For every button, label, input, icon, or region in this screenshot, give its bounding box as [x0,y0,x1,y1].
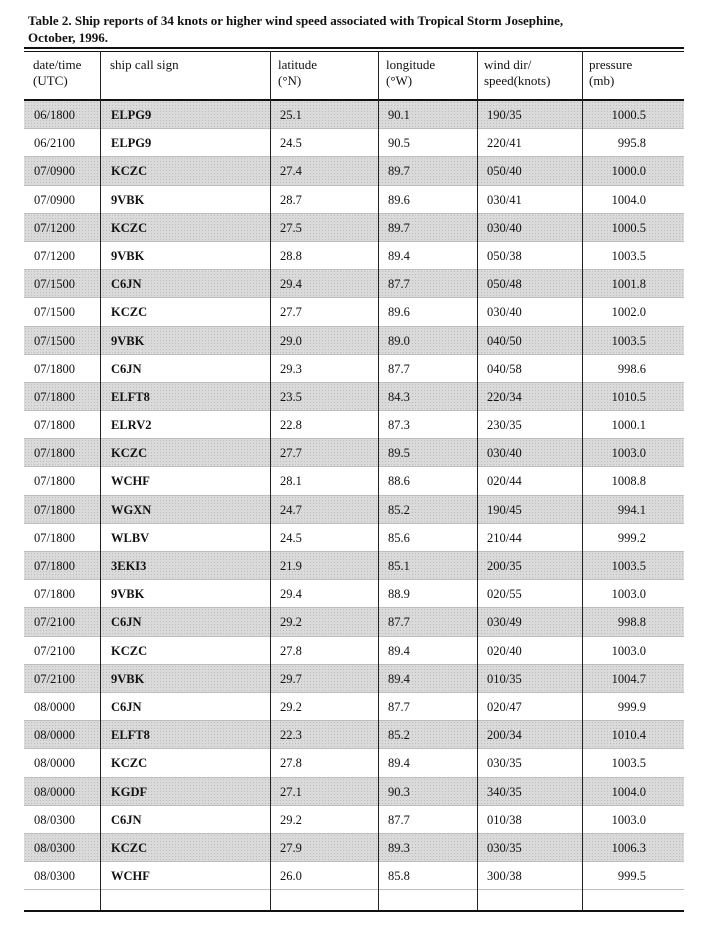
cell-ship-call-sign: ELPG9 [111,136,152,151]
cell-pressure: 1003.5 [611,333,646,348]
table-row [24,157,684,185]
cell-longitude: 89.5 [388,446,410,461]
cell-latitude: 27.8 [280,643,302,658]
cell-latitude: 27.4 [280,164,302,179]
cell-latitude: 25.1 [280,108,302,122]
cell-wind: 030/49 [487,615,522,630]
cell-date-time: 07/1500 [34,277,75,292]
cell-ship-call-sign: 9VBK [111,192,145,207]
cell-pressure: 1008.8 [611,474,646,489]
table-row [24,552,684,580]
cell-wind: 190/45 [487,502,522,517]
cell-wind: 190/35 [487,108,522,122]
table-row [24,355,684,383]
cell-longitude: 89.6 [388,192,410,207]
cell-wind: 030/40 [487,446,522,461]
cell-latitude: 27.8 [280,756,302,771]
cell-longitude: 89.7 [388,220,410,235]
cell-pressure: 998.8 [617,615,646,630]
cell-ship-call-sign: WLBV [111,530,150,545]
cell-longitude: 85.6 [388,530,410,545]
cell-date-time: 08/0000 [34,728,75,743]
cell-ship-call-sign: KCZC [111,643,148,658]
cell-latitude: 28.7 [280,192,302,207]
cell-latitude: 24.7 [280,502,302,517]
cell-pressure: 998.6 [617,361,646,376]
cell-longitude: 87.7 [388,812,410,827]
cell-longitude: 87.3 [388,418,410,433]
table-row [24,693,684,721]
cell-pressure: 1001.8 [611,277,646,292]
cell-longitude: 84.3 [388,389,410,404]
cell-longitude: 89.7 [388,164,410,179]
column-divider [100,51,101,910]
table-row [24,806,684,834]
table-body [24,101,684,890]
cell-wind: 010/35 [487,671,522,686]
cell-date-time: 07/1800 [34,361,75,376]
cell-latitude: 28.8 [280,248,302,263]
cell-date-time: 07/2100 [34,643,75,658]
cell-ship-call-sign: C6JN [111,699,142,714]
cell-wind: 200/35 [487,559,522,573]
cell-wind: 030/35 [487,756,522,771]
cell-date-time: 08/0300 [34,812,75,827]
cell-latitude: 27.1 [280,784,302,799]
table-row [24,242,684,270]
table-row [24,101,684,129]
cell-ship-call-sign: KCZC [111,446,148,461]
table-row [24,749,684,777]
cell-wind: 020/44 [487,474,522,489]
cell-pressure: 1002.0 [611,305,646,320]
cell-wind: 050/38 [487,248,522,263]
cell-pressure: 999.5 [617,869,646,884]
cell-date-time: 07/2100 [34,615,75,630]
header-ship-call-sign: ship call sign [110,57,179,72]
cell-ship-call-sign: KCZC [111,840,148,855]
cell-latitude: 29.2 [280,615,302,630]
cell-wind: 050/40 [487,164,522,179]
cell-ship-call-sign: C6JN [111,361,142,376]
cell-ship-call-sign: C6JN [111,812,142,827]
table-row [24,778,684,806]
cell-pressure: 1003.0 [611,446,646,461]
cell-longitude: 89.4 [388,643,410,658]
cell-latitude: 28.1 [280,474,302,489]
cell-wind: 040/58 [487,361,522,376]
cell-ship-call-sign: ELFT8 [111,389,150,404]
table-row [24,862,684,890]
cell-date-time: 08/0000 [34,756,75,771]
header-longitude: longitude (°W) [386,57,436,88]
cell-ship-call-sign: 3EKI3 [111,559,147,573]
cell-ship-call-sign: KCZC [111,164,148,179]
table-row [24,270,684,298]
cell-ship-call-sign: 9VBK [111,248,145,263]
cell-date-time: 07/1500 [34,305,75,320]
top-rule-thin [24,51,684,52]
table-row [24,834,684,862]
cell-wind: 020/47 [487,699,522,714]
cell-longitude: 87.7 [388,699,410,714]
cell-ship-call-sign: KGDF [111,784,148,799]
cell-pressure: 1003.5 [611,756,646,771]
cell-date-time: 06/1800 [34,108,75,122]
cell-pressure: 1000.1 [611,418,646,433]
cell-wind: 030/40 [487,220,522,235]
bottom-rule [24,910,684,912]
cell-longitude: 87.7 [388,615,410,630]
cell-date-time: 07/1800 [34,389,75,404]
cell-latitude: 27.7 [280,446,302,461]
cell-latitude: 29.4 [280,587,302,602]
table-caption: Table 2. Ship reports of 34 knots or higher wind speed associated with Tropical Storm Josephine, October, 1996. [28,13,564,45]
cell-pressure: 1000.0 [611,164,646,179]
cell-wind: 040/50 [487,333,522,348]
table-row [24,186,684,214]
cell-pressure: 1003.0 [611,587,646,602]
cell-date-time: 07/0900 [34,192,75,207]
cell-latitude: 22.3 [280,728,302,743]
cell-longitude: 89.4 [388,756,410,771]
cell-latitude: 29.0 [280,333,302,348]
cell-latitude: 29.4 [280,277,302,292]
cell-longitude: 88.9 [388,587,410,602]
cell-wind: 220/41 [487,136,522,151]
cell-wind: 220/34 [487,389,522,404]
cell-pressure: 1003.5 [611,559,646,573]
cell-ship-call-sign: WCHF [111,869,150,884]
table-row [24,608,684,636]
table-row [24,467,684,495]
cell-ship-call-sign: KCZC [111,756,148,771]
header-date-time: date/time (UTC) [33,57,82,88]
cell-pressure: 1004.7 [611,671,646,686]
cell-longitude: 87.7 [388,361,410,376]
cell-date-time: 06/2100 [34,136,75,151]
top-rule [24,47,684,49]
cell-date-time: 07/1800 [34,559,75,573]
cell-latitude: 27.5 [280,220,302,235]
cell-wind: 030/40 [487,305,522,320]
cell-wind: 020/40 [487,643,522,658]
cell-ship-call-sign: WCHF [111,474,150,489]
column-divider [477,51,478,910]
cell-pressure: 1000.5 [611,220,646,235]
table-row [24,524,684,552]
cell-ship-call-sign: KCZC [111,305,148,320]
cell-latitude: 29.2 [280,699,302,714]
cell-latitude: 29.7 [280,671,302,686]
cell-pressure: 1003.0 [611,643,646,658]
cell-wind: 200/34 [487,728,522,743]
cell-wind: 210/44 [487,530,522,545]
cell-pressure: 1003.0 [611,812,646,827]
cell-date-time: 07/1200 [34,248,75,263]
cell-date-time: 07/2100 [34,671,75,686]
cell-latitude: 27.7 [280,305,302,320]
cell-date-time: 08/0000 [34,784,75,799]
cell-date-time: 07/1800 [34,418,75,433]
table-row [24,129,684,157]
table-row [24,580,684,608]
cell-ship-call-sign: C6JN [111,277,142,292]
cell-longitude: 90.5 [388,136,410,151]
cell-date-time: 08/0300 [34,840,75,855]
table-row [24,298,684,326]
table-row [24,721,684,749]
cell-date-time: 07/1500 [34,333,75,348]
cell-longitude: 89.6 [388,305,410,320]
cell-pressure: 1003.5 [611,248,646,263]
cell-date-time: 08/0300 [34,869,75,884]
cell-latitude: 26.0 [280,869,302,884]
cell-latitude: 24.5 [280,530,302,545]
cell-latitude: 21.9 [280,559,302,573]
cell-date-time: 07/0900 [34,164,75,179]
cell-pressure: 1000.5 [611,108,646,122]
cell-longitude: 87.7 [388,277,410,292]
cell-wind: 340/35 [487,784,522,799]
cell-longitude: 90.1 [388,108,410,122]
cell-longitude: 88.6 [388,474,410,489]
cell-latitude: 27.9 [280,840,302,855]
header-latitude: latitude (°N) [278,57,317,88]
cell-pressure: 994.1 [617,502,646,517]
cell-date-time: 08/0000 [34,699,75,714]
cell-longitude: 89.4 [388,248,410,263]
cell-latitude: 23.5 [280,389,302,404]
cell-wind: 030/41 [487,192,522,207]
cell-latitude: 29.2 [280,812,302,827]
table-row [24,665,684,693]
cell-date-time: 07/1800 [34,474,75,489]
cell-ship-call-sign: 9VBK [111,587,145,602]
cell-wind: 300/38 [487,869,522,884]
cell-date-time: 07/1800 [34,446,75,461]
table-row [24,439,684,467]
cell-date-time: 07/1800 [34,502,75,517]
cell-wind: 020/55 [487,587,522,602]
cell-wind: 230/35 [487,418,522,433]
cell-ship-call-sign: KCZC [111,220,148,235]
cell-date-time: 07/1800 [34,530,75,545]
cell-ship-call-sign: ELRV2 [111,418,152,433]
cell-wind: 030/35 [487,840,522,855]
cell-pressure: 999.9 [617,699,646,714]
table-row [24,637,684,665]
cell-pressure: 1004.0 [611,784,646,799]
cell-latitude: 22.8 [280,418,302,433]
column-divider [378,51,379,910]
table-row [24,411,684,439]
cell-ship-call-sign: 9VBK [111,671,145,686]
cell-longitude: 89.3 [388,840,410,855]
header-pressure: pressure (mb) [589,57,633,88]
cell-pressure: 1010.4 [611,728,646,743]
cell-ship-call-sign: ELFT8 [111,728,150,743]
cell-pressure: 1010.5 [611,389,646,404]
cell-ship-call-sign: 9VBK [111,333,145,348]
cell-pressure: 999.2 [617,530,646,545]
cell-latitude: 24.5 [280,136,302,151]
cell-date-time: 07/1800 [34,587,75,602]
cell-pressure: 1004.0 [611,192,646,207]
cell-wind: 010/38 [487,812,522,827]
table-row [24,214,684,242]
cell-latitude: 29.3 [280,361,302,376]
cell-ship-call-sign: WGXN [111,502,152,517]
table-row [24,496,684,524]
cell-ship-call-sign: ELPG9 [111,108,152,122]
cell-pressure: 995.8 [617,136,646,151]
cell-pressure: 1006.3 [611,840,646,855]
header-wind: wind dir/ speed(knots) [484,57,551,88]
cell-longitude: 89.0 [388,333,410,348]
table-row [24,327,684,355]
cell-wind: 050/48 [487,277,522,292]
cell-date-time: 07/1200 [34,220,75,235]
cell-longitude: 89.4 [388,671,410,686]
column-divider [270,51,271,910]
cell-longitude: 85.8 [388,869,410,884]
cell-longitude: 85.2 [388,502,410,517]
column-divider [582,51,583,910]
cell-longitude: 90.3 [388,784,410,799]
cell-ship-call-sign: C6JN [111,615,142,630]
cell-longitude: 85.2 [388,728,410,743]
cell-longitude: 85.1 [388,559,410,573]
table-row [24,383,684,411]
